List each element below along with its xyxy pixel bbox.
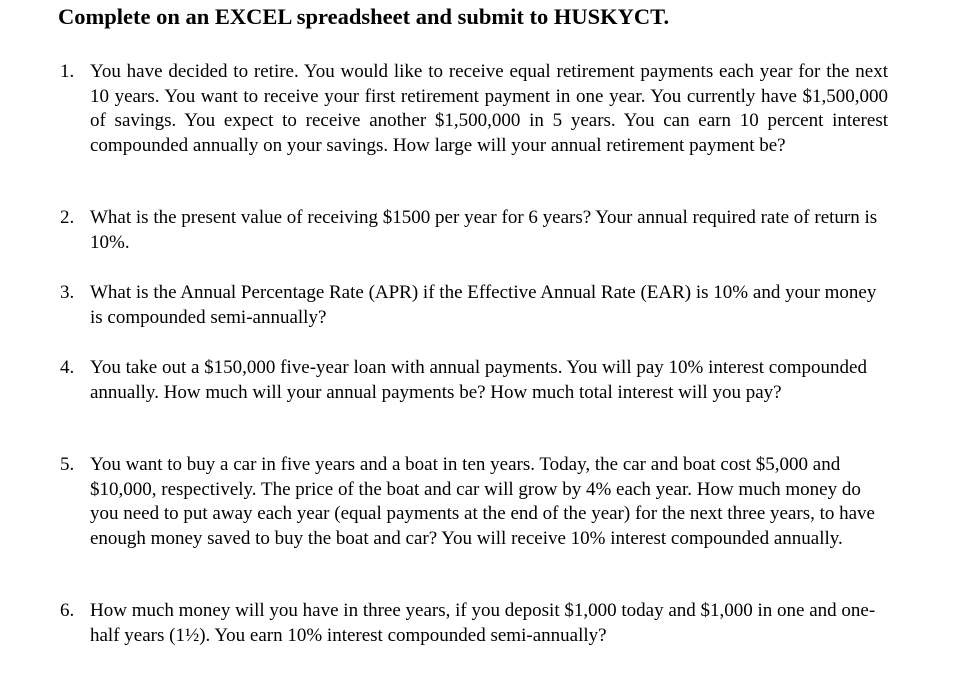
question-number: 5.: [60, 454, 75, 475]
question-number: 3.: [60, 282, 75, 303]
question-text: What is the present value of receiving $1500 per year for 6 years? Your annual required rate of return is 10%.: [90, 207, 878, 253]
question-number: 1.: [60, 61, 75, 82]
question-text: How much money will you have in three years, if you deposit $1,000 today and $1,000 in one and one-half years (1½). You earn 10% interest compounded semi-annually?: [90, 600, 876, 646]
question-number: 6.: [60, 600, 75, 621]
page-title: Complete on an EXCEL spreadsheet and submit to HUSKYCT.: [58, 4, 670, 29]
question-text: You have decided to retire. You would like to receive equal retirement payments each year for the next 10 years. You want to receive your first retirement payment in one year. You currently have $1,500,000 of savings. You expect to receive another $1,500,000 in 5 years. You can earn 10 percent interest compounded annually on your savings. How large will your annual retirement payment be?: [90, 61, 888, 156]
question-text: You take out a $150,000 five-year loan with annual payments. You will pay 10% interest compounded annually. How much will your annual payments be? How much total interest will you pay?: [90, 357, 867, 403]
question-text: What is the Annual Percentage Rate (APR) if the Effective Annual Rate (EAR) is 10% and your money is compounded semi-annually?: [90, 282, 877, 328]
question-number: 2.: [60, 207, 75, 228]
question-number: 4.: [60, 357, 75, 378]
question-text: You want to buy a car in five years and a boat in ten years. Today, the car and boat cost $5,000 and $10,000, respectively. The price of the boat and car will grow by 4% each year. How much money do you need to put away each year (equal payments at the end of the year) for the next three years, to have enough money saved to buy the boat and car? You will receive 10% interest compounded annually.: [90, 454, 875, 549]
